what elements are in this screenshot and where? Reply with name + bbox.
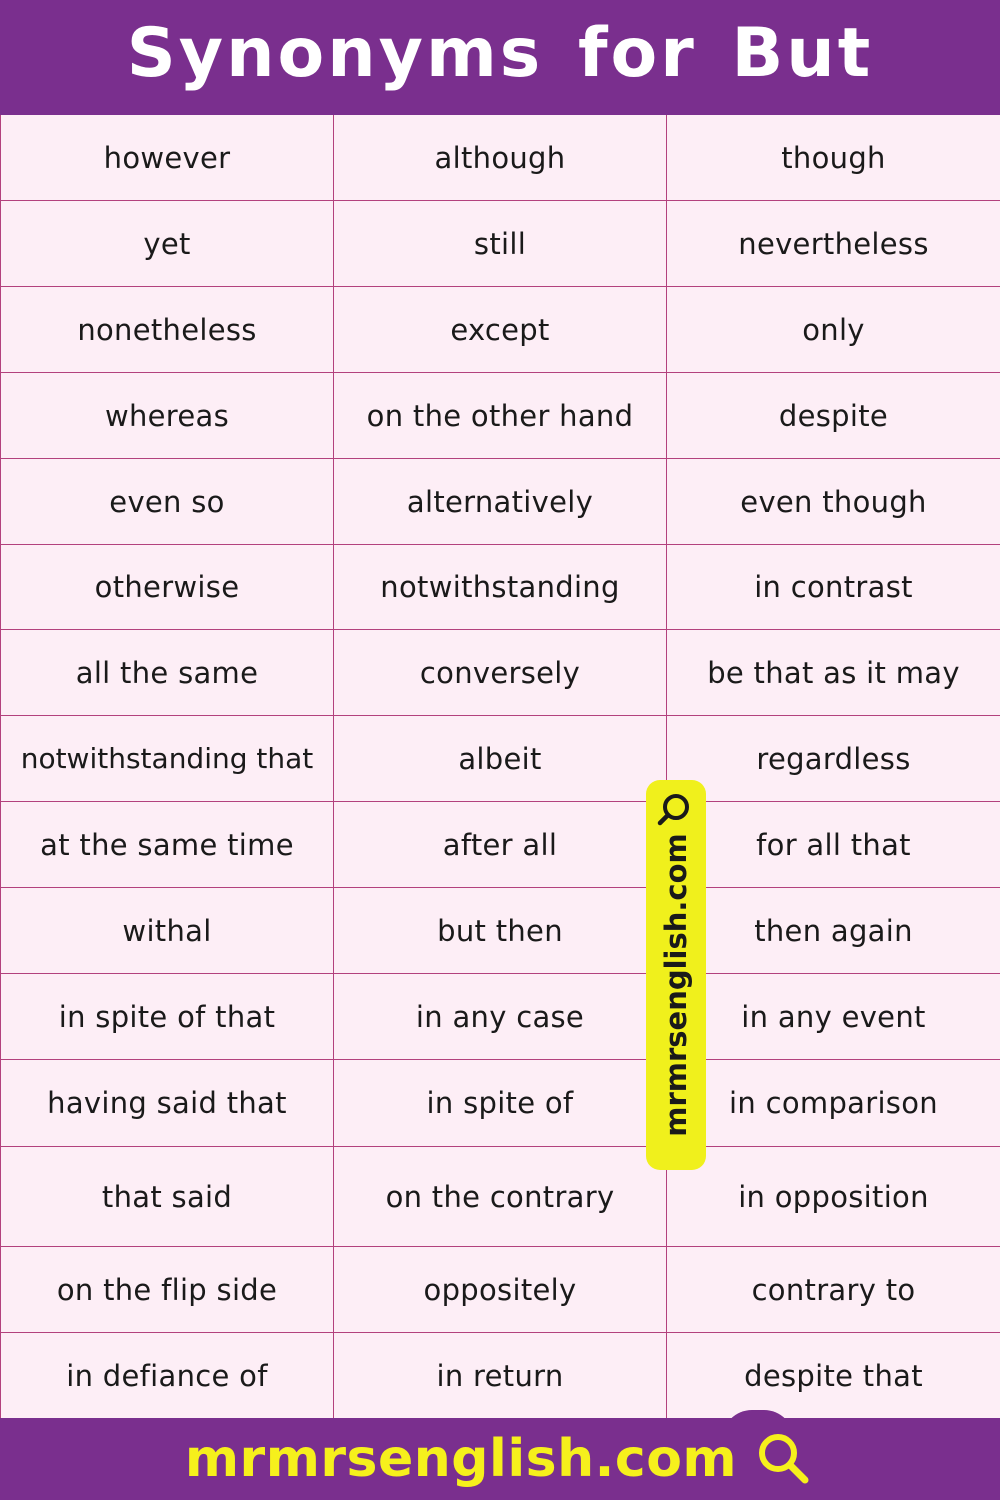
synonym-cell: in comparison [667,1060,1000,1147]
synonym-cell: for all that [667,802,1000,888]
synonyms-table [0,115,1000,1418]
synonym-cell: on the other hand [334,373,667,459]
synonym-cell: contrary to [667,1247,1000,1333]
synonym-cell: in contrast [667,545,1000,630]
synonym-cell: be that as it may [667,630,1000,716]
synonym-cell: despite that [667,1333,1000,1419]
synonym-cell: in spite of that [1,974,334,1060]
synonym-cell: still [334,201,667,287]
synonym-cell: however [1,115,334,201]
synonym-cell: alternatively [334,459,667,545]
synonym-cell: nonetheless [1,287,334,373]
synonym-cell: then again [667,888,1000,974]
synonym-cell: albeit [334,716,667,802]
synonym-cell: in any case [334,974,667,1060]
synonym-cell: in return [334,1333,667,1419]
synonym-cell: after all [334,802,667,888]
search-icon [655,790,699,834]
footer-banner [0,1418,1000,1500]
synonym-cell: whereas [1,373,334,459]
synonym-cell: even so [1,459,334,545]
synonym-cell: that said [1,1147,334,1247]
synonym-cell: although [334,115,667,201]
synonym-cell: only [667,287,1000,373]
header-banner [0,0,1000,115]
watermark-text: mrmrsenglish.com [659,833,693,1137]
synonym-cell: in spite of [334,1060,667,1147]
synonym-cell: yet [1,201,334,287]
search-icon [753,1428,815,1490]
synonym-cell: in defiance of [1,1333,334,1419]
synonym-cell: having said that [1,1060,334,1147]
synonym-cell: otherwise [1,545,334,630]
synonym-cell: regardless [667,716,1000,802]
page-title: Synonyms for But [126,14,874,93]
synonym-cell: on the flip side [1,1247,334,1333]
synonym-cell: though [667,115,1000,201]
synonym-cell: in any event [667,974,1000,1060]
synonym-cell: all the same [1,630,334,716]
synonym-cell: notwithstanding that [1,716,334,802]
synonym-cell: at the same time [1,802,334,888]
synonym-cell: withal [1,888,334,974]
footer-website-link[interactable]: mrmrsenglish.com [184,1429,738,1489]
synonym-cell: oppositely [334,1247,667,1333]
synonym-cell: but then [334,888,667,974]
synonym-cell: even though [667,459,1000,545]
synonym-cell: in opposition [667,1147,1000,1247]
synonym-cell: except [334,287,667,373]
synonym-cell: nevertheless [667,201,1000,287]
synonym-cell: conversely [334,630,667,716]
watermark-badge [646,780,706,1170]
synonym-cell: notwithstanding [334,545,667,630]
synonym-cell: on the contrary [334,1147,667,1247]
synonym-cell: despite [667,373,1000,459]
